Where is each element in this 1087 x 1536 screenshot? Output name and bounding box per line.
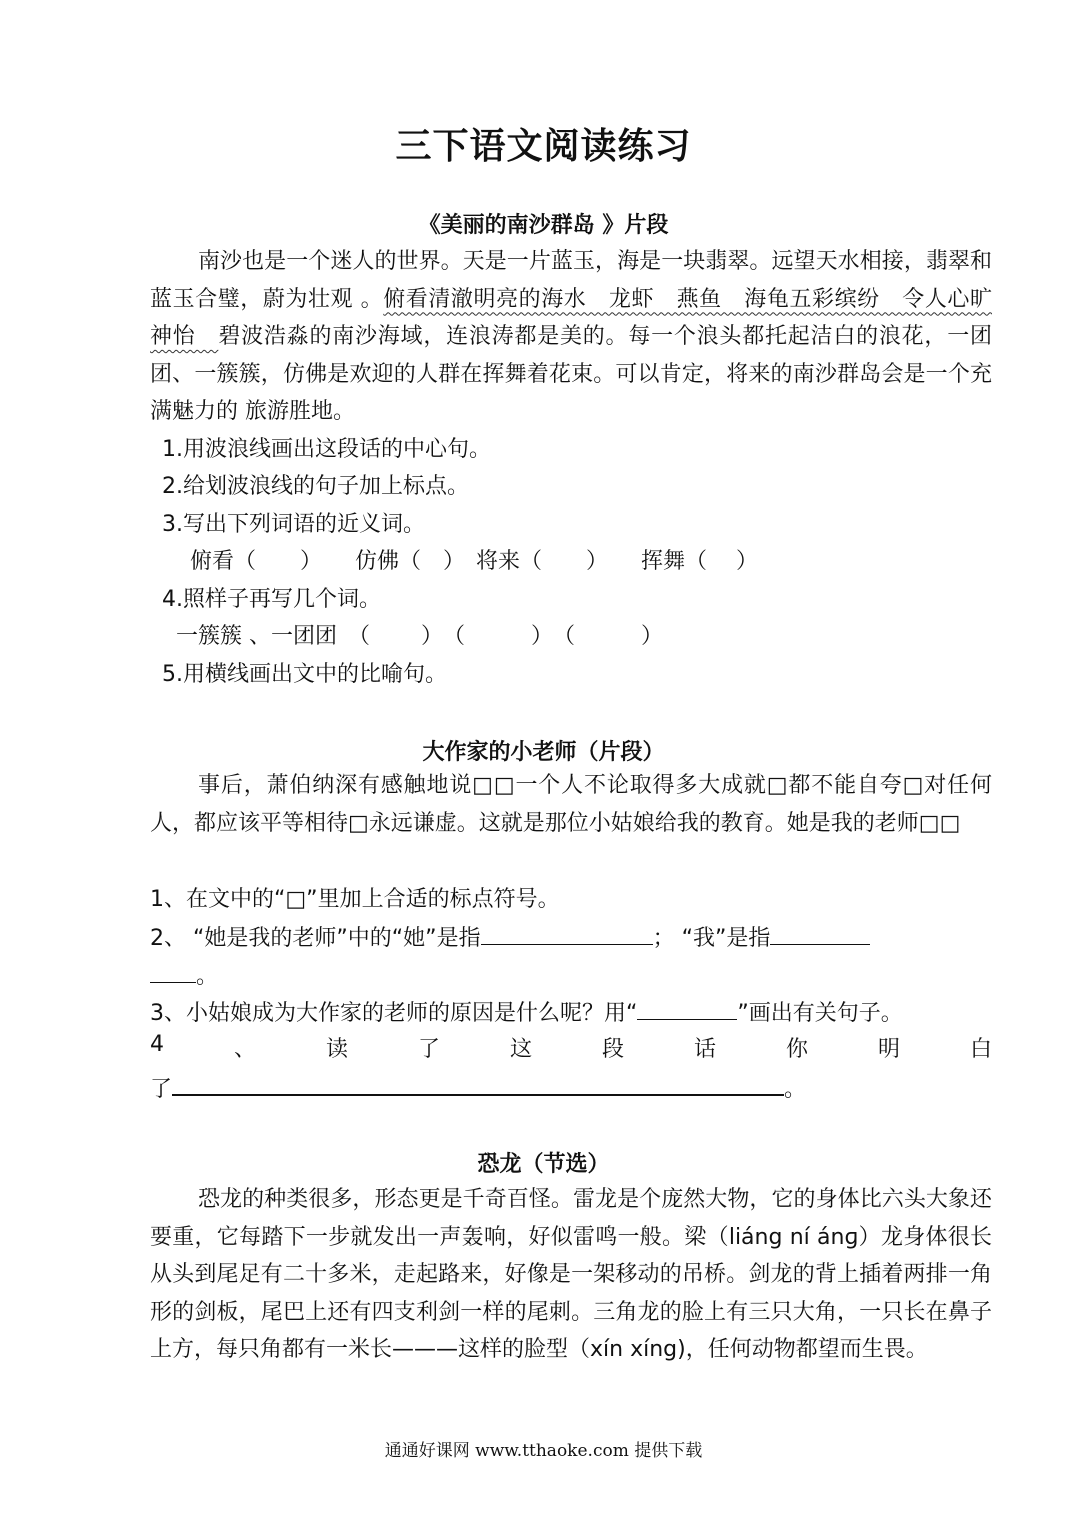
answer-blank-me-continued[interactable] [150,960,196,983]
answer-blank-me[interactable] [770,922,870,945]
q4-char: 段 [601,1037,624,1062]
section1-question-4-words: 一簇簇 、一团团 （ ） （ ） （ ） [176,624,663,649]
section2-question-3-part-a: 3、小姑娘成为大作家的老师的原因是什么呢？用“ [150,1001,638,1026]
footer-source: 通通好课网 www.tthaoke.com 提供下载 [384,1441,703,1461]
q4-char: 读 [325,1037,348,1062]
section2-title: 大作家的小老师（片段） [422,740,665,765]
answer-blank-line-sample [637,997,737,1020]
section2-question-3 [150,997,903,1029]
q4-char: 你 [785,1037,808,1062]
section2-question-4 [150,1032,992,1063]
section2-question-4-line2 [150,1072,806,1105]
section1-question-3-words: 俯看（ ） 仿佛（ ） 将来（ ） 挥舞（ ） [190,549,758,574]
section1-passage-part-a: 南沙也是一个迷人的世界。天是一片蓝玉，海是一块翡翠。远望天水相接，翡翠和蓝玉合璧，蔚为壮观 。 [150,249,992,312]
section1-passage [150,243,992,431]
section2-question-2-part-b: ； “我”是指 [652,926,771,951]
section3-passage: 恐龙的种类很多，形态更是千奇百怪。雷龙是个庞然大物，它的身体比六头大象还要重，它每踏下一步就发出一声轰响，好似雷鸣一般。梁（liáng ní ánɡ）龙身体很长从头到尾足有二十多米，走起路来，好像是一架移动的吊桥。剑龙的背上插着两排一角形的剑板，尾巴上还有四支利剑一样的尾刺。三角龙的脸上有三只大角，一只长在鼻子上方，每只角都有一米长———这样的脸型（xín xíng)，任何动物都望而生畏。 [150,1187,992,1363]
q4-char: 4 [150,1032,164,1057]
section1-wavy-sentence: 俯看清澈明亮的海水 龙虾 燕鱼 海龟五彩缤纷 令人心旷神怡 [150,286,992,350]
section1-question-3: 3.写出下列词语的近义词。 [162,512,425,537]
section2-question-2-continued [150,960,218,992]
section2-question-2-part-a: 2、 “她是我的老师”中的“她”是指 [150,926,481,951]
section2-question-4-end: 。 [784,1077,807,1102]
answer-blank-she[interactable] [481,922,653,945]
section2-question-2-end: 。 [196,964,219,989]
section2-passage: 事后，萧伯纳深有感触地说□□一个人不论取得多大成就□都不能自夸□对任何人，都应该平等相待□永远谦虚。这就是那位小姑娘给我的教育。她是我的老师□□ [150,773,992,836]
answer-blank-understanding[interactable] [172,1072,784,1096]
section1-title: 《美丽的南沙群岛 》片段 [418,213,669,238]
section2-question-4-le: 了 [150,1077,173,1102]
section2-question-1: 1、在文中的“□”里加上合适的标点符号。 [150,887,560,912]
document-title: 三下语文阅读练习 [395,125,692,167]
section1-passage-part-b: 碧波浩淼的南沙海域，连浪涛都是美的。每一个浪头都托起洁白的浪花，一团团、一簇簇，仿佛是欢迎的人群在挥舞着花束。可以肯定，将来的南沙群岛会是一个充满魅力的 旅游胜地。 [150,324,992,425]
section1-question-4: 4.照样子再写几个词。 [162,587,381,612]
section1-question-2: 2.给划波浪线的句子加上标点。 [162,474,469,499]
section2-question-2 [150,922,870,954]
q4-char: 白 [969,1037,992,1062]
q4-char: 话 [693,1037,716,1062]
q4-char: 了 [417,1037,440,1062]
q4-char: 这 [509,1037,532,1062]
section3-title: 恐龙（节选） [477,1152,610,1177]
section2-question-3-part-b: ”画出有关句子。 [737,1001,903,1026]
q4-char: 、 [233,1037,256,1062]
section1-question-1: 1.用波浪线画出这段话的中心句。 [162,437,491,462]
q4-char: 明 [877,1037,900,1062]
section1-question-5: 5.用横线画出文中的比喻句。 [162,662,447,687]
